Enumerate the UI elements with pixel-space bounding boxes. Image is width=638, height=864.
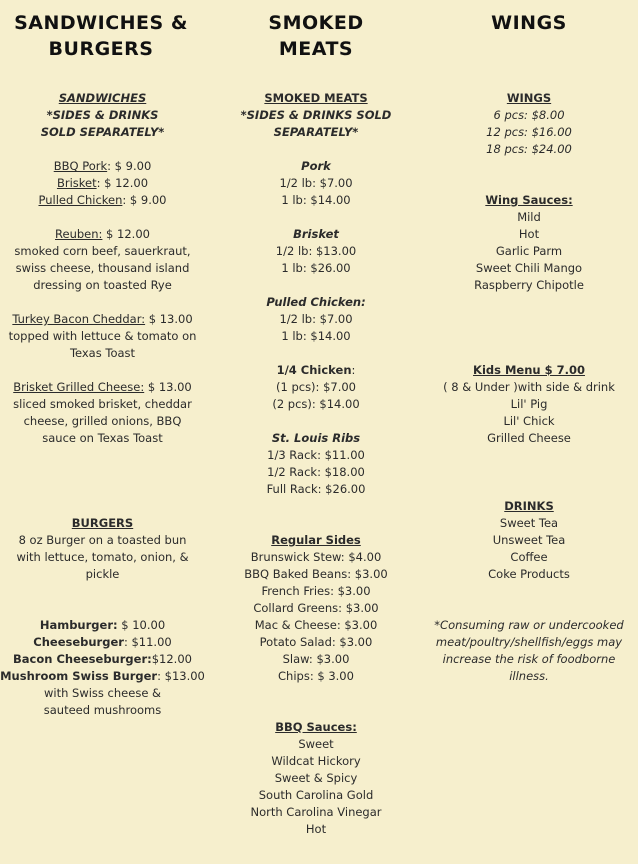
wings-column [420,0,638,683]
menu-item: Cheeseburger: $11.00 [33,635,172,649]
kids-item: Lil' Pig [510,397,548,411]
kids-menu-note: ( 8 & Under )with side & drink [443,380,615,394]
reuben-item: Reuben: $ 12.00 [55,227,150,241]
wings-heading: WINGS [491,12,567,34]
wing-price: 6 pcs: $8.00 [493,108,565,122]
menu-item: Pulled Chicken: $ 9.00 [38,193,167,207]
price-line: Full Rack: $26.00 [266,482,366,496]
wing-sauces-section [420,192,638,294]
kids-menu-section [420,362,638,447]
brisket-grilled-desc: sliced smoked brisket, cheddar cheese, grilled onions, BBQ sauce on Texas Toast [13,397,192,445]
side-item: Collard Greens: $3.00 [253,601,379,615]
sandwiches-title: SANDWICHES [58,91,147,105]
sides-section [214,532,418,685]
brisket-name: Brisket [293,227,339,241]
side-item: Mac & Cheese: $3.00 [254,618,378,632]
price-line: 1/2 Rack: $18.00 [267,465,365,479]
ribs-name: St. Louis Ribs [271,431,361,445]
menu-item: Mushroom Swiss Burger: $13.00 [0,669,205,683]
wing-sauce-item: Hot [518,227,540,241]
side-item: Slaw: $3.00 [282,652,350,666]
side-item: Potato Salad: $3.00 [259,635,373,649]
wing-sauces-title: Wing Sauces: [485,193,573,207]
price-line: 1/3 Rack: $11.00 [267,448,365,462]
sauce-item: Hot [305,822,327,836]
price-line: 1/2 lb: $13.00 [275,244,357,258]
drinks-title: DRINKS [504,499,554,513]
price-line: 1/2 lb: $7.00 [279,312,353,326]
brisket-grilled-item: Brisket Grilled Cheese: $ 13.00 [13,380,192,394]
drink-item: Coffee [510,550,548,564]
price-line: (2 pcs): $14.00 [272,397,360,411]
wing-sauce-item: Garlic Parm [495,244,563,258]
kids-item: Grilled Cheese [487,431,571,445]
kids-menu-title: Kids Menu $ 7.00 [473,363,585,377]
sauce-item: South Carolina Gold [258,788,374,802]
sauce-item: North Carolina Vinegar [250,805,382,819]
menu-item: Hamburger: $ 10.00 [39,618,166,632]
wings-title: WINGS [506,91,552,105]
sauce-item: Wildcat Hickory [271,754,361,768]
wing-sauce-item: Raspberry Chipotle [474,278,584,292]
sandwiches-burgers-column [0,0,205,717]
sauce-item: Sweet & Spicy [274,771,358,785]
wing-sauce-item: Mild [517,210,541,224]
wing-price: 18 pcs: $24.00 [486,142,572,156]
mushroom-desc: with Swiss cheese & sauteed mushrooms [43,686,162,717]
food-safety-disclaimer: *Consuming raw or undercooked meat/poultry/shellfish/eggs may increase the risk of foodborne illness. [434,618,624,683]
burgers-title: BURGERS [71,516,134,530]
wings-section [420,90,638,158]
side-item: Chips: $ 3.00 [278,669,354,683]
side-item: Brunswick Stew: $4.00 [250,550,382,564]
sandwiches-burgers-heading: SANDWICHES & BURGERS [14,12,188,60]
drinks-section [420,498,638,583]
burgers-desc: 8 oz Burger on a toasted bun with lettuce, tomato, onion, & pickle [16,533,189,581]
side-item: French Fries: $3.00 [261,584,371,598]
smoked-meats-column [214,0,418,836]
turkey-item: Turkey Bacon Cheddar: $ 13.00 [12,312,193,326]
drink-item: Unsweet Tea [492,533,566,547]
menu-item: BBQ Pork: $ 9.00 [53,159,152,173]
sides-title: Regular Sides [271,533,361,547]
price-line: 1 lb: $14.00 [281,193,351,207]
sauce-item: Sweet [298,737,334,751]
sandwiches-section [0,90,205,447]
drink-item: Coke Products [488,567,570,581]
smoked-meats-heading: SMOKED MEATS [268,12,364,60]
bbq-sauces-title: BBQ Sauces: [275,720,357,734]
bbq-sauces-section [214,719,418,838]
reuben-desc: smoked corn beef, sauerkraut, swiss cheese, thousand island dressing on toasted Rye [14,244,191,292]
wing-price: 12 pcs: $16.00 [486,125,572,139]
quarter-chicken-name: 1/4 Chicken: [276,363,356,377]
pulled-chicken-name: Pulled Chicken: [266,295,366,309]
side-item: BBQ Baked Beans: $3.00 [244,567,388,581]
price-line: 1 lb: $26.00 [281,261,351,275]
smoked-title: SMOKED MEATS [264,91,368,105]
price-line: (1 pcs): $7.00 [275,380,356,394]
sandwiches-note: *SIDES & DRINKS SOLD SEPARATELY* [40,108,165,139]
turkey-desc: topped with lettuce & tomato on Texas Toast [8,329,197,360]
smoked-section [214,90,418,498]
menu-item: Brisket: $ 12.00 [56,176,149,190]
menu-item: Bacon Cheeseburger:$12.00 [13,652,192,666]
wing-sauce-item: Sweet Chili Mango [475,261,583,275]
disclaimer-section [420,617,638,685]
drink-item: Sweet Tea [499,516,559,530]
burgers-section [0,515,205,719]
pork-name: Pork [301,159,331,173]
price-line: 1/2 lb: $7.00 [279,176,353,190]
price-line: 1 lb: $14.00 [281,329,351,343]
smoked-note: *SIDES & DRINKS SOLD SEPARATELY* [240,108,392,139]
kids-item: Lil' Chick [503,414,555,428]
